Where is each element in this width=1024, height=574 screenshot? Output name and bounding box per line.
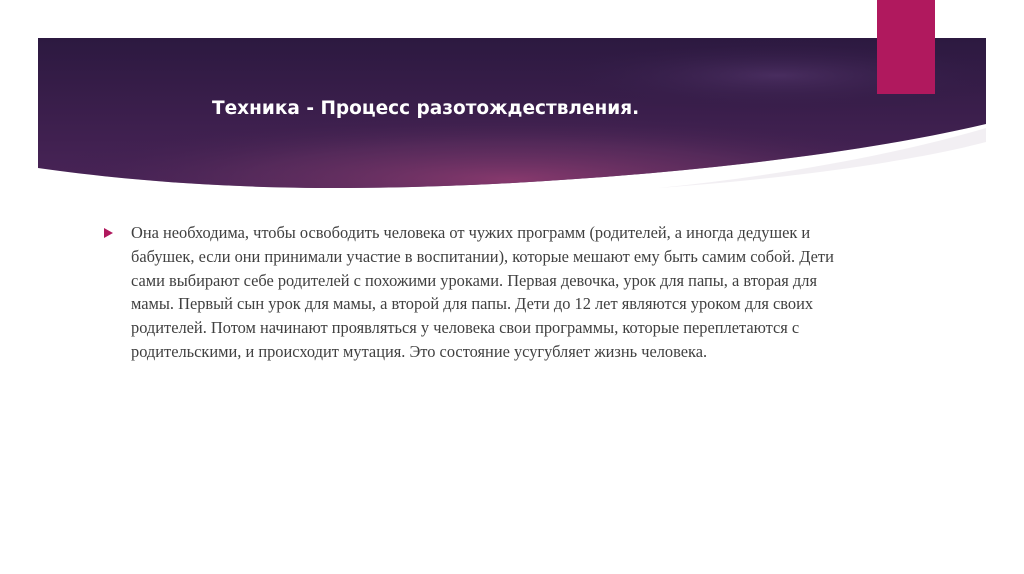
slide-title: Техника - Процесс разотождествления. [212, 98, 640, 119]
bullet-text: Она необходима, чтобы освободить человека от чужих программ (родителей, а иногда дедушек и бабушек, если они принимали участие в воспитании), которые мешают ему быть самим собой. Дети сами выбирают себе родителей с похожими уроками. Первая девочка, урок для папы, а вторая для мамы. Первый сын урок для мамы, а второй для папы. Дети до 12 лет являются уроком для своих родителей. Потом начинают проявляться у человека свои программы, которые переплетаются с родительскими, и происходит мутация. Это состояние усугубляет жизнь человека. [131, 223, 834, 361]
accent-tab [877, 0, 935, 94]
bullet-list [104, 221, 844, 364]
list-item [104, 221, 844, 364]
triangle-bullet-icon [104, 228, 113, 238]
